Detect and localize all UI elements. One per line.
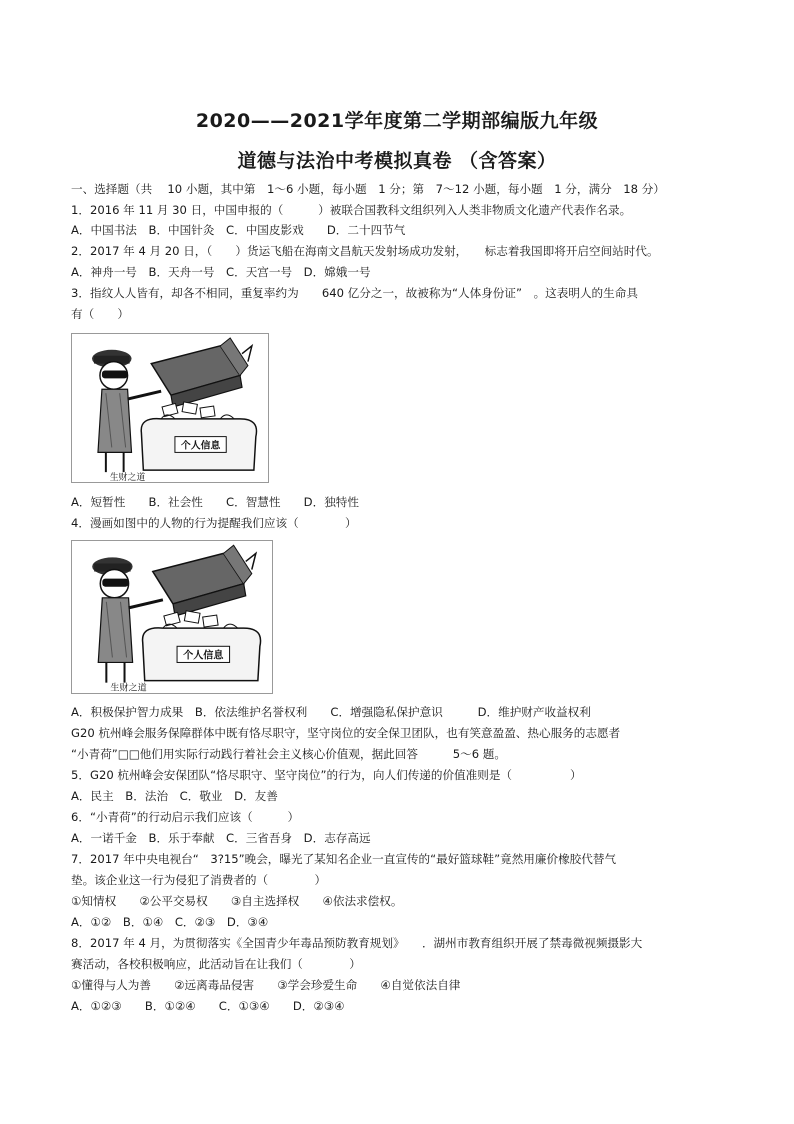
- question-7-statements: ①知情权 ②公平交易权 ③自主选择权 ④依法求偿权。: [71, 894, 403, 908]
- question-7-options: A．①② B．①④ C．②③ D．③④: [71, 915, 269, 929]
- question-5-options: A．民主 B．法治 C．敬业 D．友善: [71, 789, 278, 803]
- question-4: 4．漫画如图中的人物的行为提醒我们应该（ ）: [71, 516, 357, 530]
- question-1: 1．2016 年 11 月 30 日，中国申报的（ ）被联合国教科文组织列入人类非物质文化遗产代表作名录。: [71, 203, 632, 217]
- bag-label: 个人信息: [180, 440, 221, 452]
- cartoon-figure-1: [71, 333, 269, 483]
- question-8-statements: ①懂得与人为善 ②远离毒品侵害 ③学会珍爱生命 ④自觉依法自律: [71, 978, 461, 992]
- question-6: 6．“小青荷”的行动启示我们应该（ ）: [71, 810, 300, 824]
- question-7-cont: 垫。该企业这一行为侵犯了消费者的（ ）: [71, 873, 327, 887]
- section-heading: 一、选择题（共 10 小题，其中第 1～6 小题，每小题 1 分；第 7～12 小题，每小题 1 分，满分 18 分）: [71, 182, 665, 196]
- question-8: 8．2017 年 4 月，为贯彻落实《全国青少年毒品预防教育规划》 ．湖州市教育组织开展了禁毒微视频摄影大: [71, 936, 643, 950]
- cartoon-figure-2: [71, 540, 273, 694]
- question-2: 2．2017 年 4 月 20 日，（ ）货运飞船在海南文昌航天发射场成功发射， 标志着我国即将开启空间站时代。: [71, 244, 659, 258]
- question-5: 5．G20 杭州峰会安保团队“恪尽职守、坚守岗位”的行为，向人们传递的价值准则是（ ）: [71, 768, 582, 782]
- bag-label: 个人信息: [183, 650, 224, 662]
- cartoon-caption: 生财之道: [110, 683, 147, 693]
- question-8-cont: 赛活动，各校积极响应，此活动旨在让我们（ ）: [71, 957, 361, 971]
- question-4-options: A．积极保护智力成果 B．依法维护名誉权利 C．增强隐私保护意识 D．维护财产收益权利: [71, 705, 591, 719]
- cartoon-illustration: [72, 334, 268, 482]
- question-3-options: A．短暂性 B．社会性 C．智慧性 D．独特性: [71, 495, 359, 509]
- question-8-options: A．①②③ B．①②④ C．①③④ D．②③④: [71, 999, 345, 1013]
- exam-title-line2: 道德与法治中考模拟真卷 （含答案）: [237, 150, 557, 172]
- g20-passage-line2: “小青荷”□□他们用实际行动践行着社会主义核心价值观，据此回答 5～6 题。: [71, 747, 506, 761]
- exam-title-line1: 2020——2021学年度第二学期部编版九年级: [195, 110, 599, 132]
- question-6-options: A．一诺千金 B．乐于奉献 C．三省吾身 D．志存高远: [71, 831, 371, 845]
- g20-passage-line1: G20 杭州峰会服务保障群体中既有恪尽职守，坚守岗位的安全保卫团队，也有笑意盈盈、热心服务的志愿者: [71, 726, 621, 740]
- question-3-cont: 有（ ）: [71, 307, 129, 321]
- cartoon-caption: 生财之道: [109, 473, 146, 482]
- question-2-options: A．神舟一号 B．天舟一号 C．天宫一号 D．嫦娥一号: [71, 265, 371, 279]
- question-1-options: A．中国书法 B．中国针灸 C．中国皮影戏 D．二十四节气: [71, 223, 406, 237]
- cartoon-illustration: [72, 541, 272, 693]
- question-3: 3．指纹人人皆有，却各不相同，重复率约为 640 亿分之一，故被称为“人体身份证” 。这表明人的生命具: [71, 286, 638, 300]
- question-7: 7．2017 年中央电视台“ 3?15”晚会，曝光了某知名企业一直宣传的“最好篮球鞋”竟然用廉价橡胶代替气: [71, 852, 617, 866]
